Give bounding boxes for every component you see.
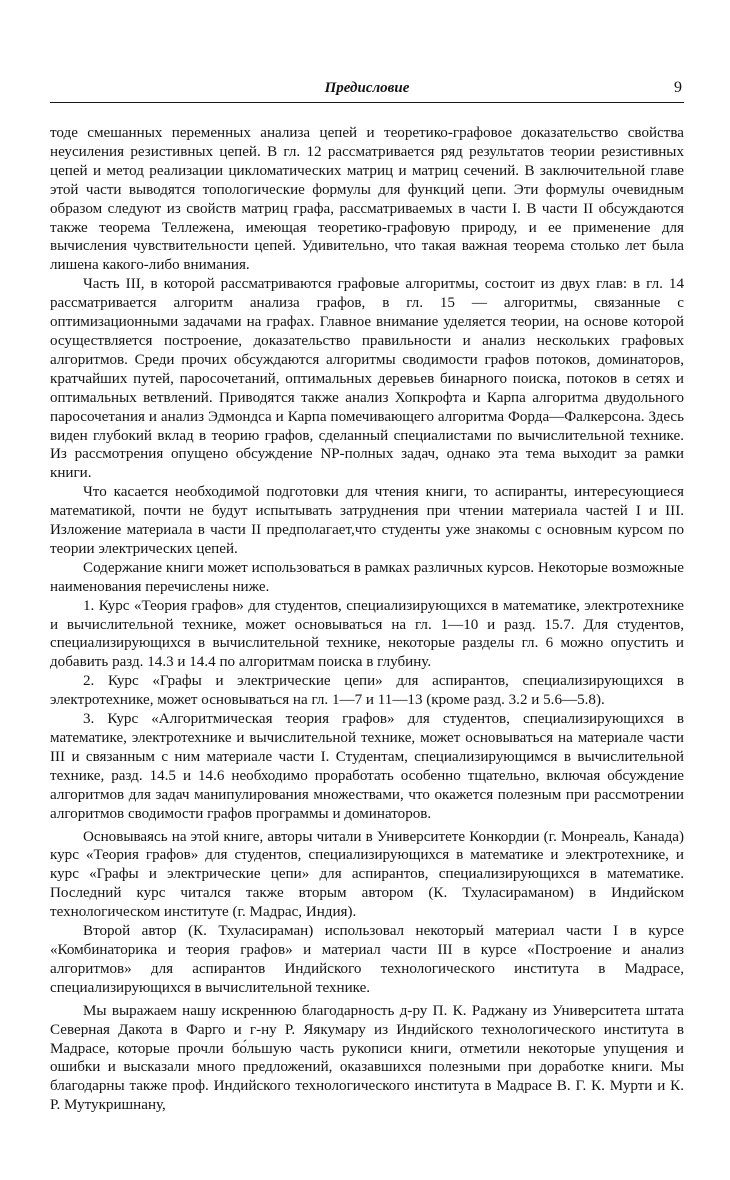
paragraph-course-1: 1. Курс «Теория графов» для студентов, специализирующихся в математике, электротехнике и вычислительной технике, может основываться на гл. 1—10 и разд. 15.7. Для студентов, специализирующихся в вычислительной технике, некоторые разделы гл. 6 можно опустить и добавить разд. 14.3 и 14.4 по алгоритмам поиска в глубину.	[50, 597, 684, 671]
paragraph-acknowledgements: Мы выражаем нашу искреннюю благодарность д-ру П. К. Раджану из Университета штата Северная Дакота в Фарго и г-ну Р. Яякумару из Индийского технологического института в Мадрасе, которые прочли бо́льшую часть рукописи книги, отметили некоторые упущения и ошибки и высказали много предложений, оказавшихся полезными при доработке книги. Мы благодарны также проф. Индийского технологического института в Мадрасе В. Г. К. Мурти и К. Р. Мутукришнану,	[50, 1002, 684, 1114]
book-page	[50, 78, 684, 1115]
paragraph-teaching-experience: Основываясь на этой книге, авторы читали в Университете Конкордии (г. Монреаль, Канада) курс «Теория графов» для студентов, специализирующихся в математике и электротехнике, и курс «Графы и электрические цепи» для аспирантов, специализирующихся в математике. Последний курс читался также вторым автором (К. Тхуласираманом) в Индийском технологическом институте (г. Мадрас, Индия).	[50, 828, 684, 921]
page-number: 9	[674, 79, 682, 96]
body-text	[50, 124, 684, 1115]
paragraph-course-2: 2. Курс «Графы и электрические цепи» для аспирантов, специализирующихся в электротехнике, может основываться на гл. 1—7 и 11—13 (кроме разд. 3.2 и 5.6—5.8).	[50, 673, 684, 709]
paragraph-prerequisites: Что касается необходимой подготовки для чтения книги, то аспиранты, интересующиеся математикой, почти не будут испытывать затруднения при чтении материала частей I и III. Изложение материала в части II предполагает,что студенты уже знакомы с основным курсом по теории электрических цепей.	[50, 484, 684, 557]
page-header	[50, 78, 684, 103]
running-title: Предисловие	[324, 80, 410, 96]
paragraph-course-usage: Содержание книги может использоваться в рамках различных курсов. Некоторые возможные наименования перечислены ниже.	[50, 559, 684, 595]
paragraph-course-3: 3. Курс «Алгоритмическая теория графов» для студентов, специализирующихся в математике, электротехнике и вычислительной технике, может основываться на материале части III и связанным с ним материале части I. Студентам, специализирующимся в вычислительной технике, разд. 14.5 и 14.6 необходимо проработать особенно тщательно, включая обсуждение алгоритмов для задач манипулирования множествами, что окажется полезным при рассмотрении алгоритмов сводимости графов программы и доминаторов.	[50, 711, 684, 822]
paragraph-continuation: тоде смешанных переменных анализа цепей и теоретико-графовое доказательство свойства неусиления резистивных цепей. В гл. 12 рассматривается ряд результатов теории резистивных цепей и метод реализации цикломатических матриц и матриц сечений. В заключительной главе этой части выводятся топологические формулы для функций цепи. Эти формулы очевидным образом следуют из свойств матриц графа, рассматриваемых в части I. В части II обсуждаются также теорема Теллежена, имеющая теоретико-графовую природу, и ее применение для вычисления чувствительности цепей. Удивительно, что такая важная теорема столько лет была лишена какого-либо внимания.	[50, 125, 684, 274]
paragraph-part-three: Часть III, в которой рассматриваются графовые алгоритмы, состоит из двух глав: в гл. 14 рассматривается алгоритм анализа графов, в гл. 15 — алгоритмы, связанные с оптимизационными задачами на графах. Главное внимание уделяется теории, на основе которой осуществляется построение, доказательство правильности и анализ нескольких графовых алгоритмов. Среди прочих обсуждаются алгоритмы сводимости графов потоков, доминаторов, кратчайших путей, паросочетаний, оптимальных деревьев бинарного поиска, потоков в сетях и оптимальных ветвлений. Приводятся также анализ Хопкрофта и Карпа алгоритма двудольного паросочетания и анализ Эдмондса и Карпа помечивающего алгоритма Форда—Фалкерсона. Здесь виден глубокий вклад в теорию графов, сделанный специалистами по вычислительной технике. Из рассмотрения опущено обсуждение NP-полных задач, однако эта тема выходит за рамки книги.	[50, 276, 684, 482]
paragraph-second-author: Второй автор (К. Тхуласираман) использовал некоторый материал части I в курсе «Комбинаторика и теория графов» и материал части III в курсе «Построение и анализ алгоритмов» для аспирантов Индийского технологического института в Мадрасе, специализирующихся в вычислительной технике.	[50, 923, 684, 996]
